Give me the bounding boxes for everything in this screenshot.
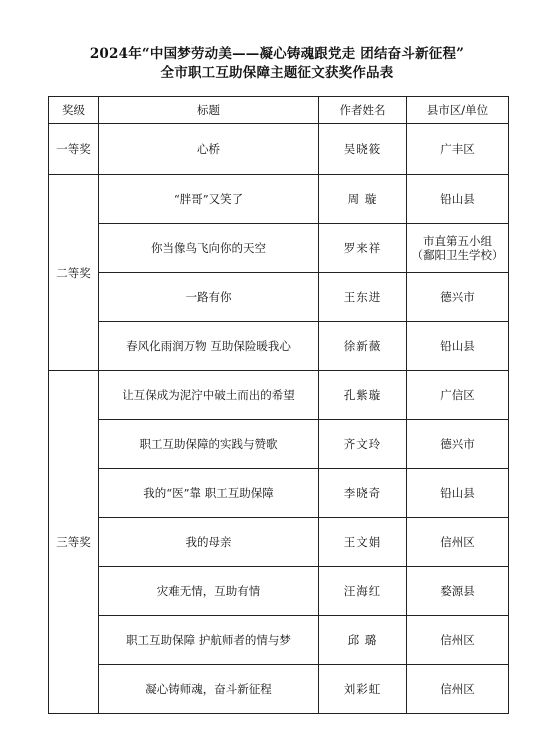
entry-unit: 广丰区 xyxy=(407,124,509,175)
entry-title: 职工互助保障 护航师者的情与梦 xyxy=(99,616,319,665)
entry-unit: 铅山县 xyxy=(407,322,509,371)
table-header-row xyxy=(49,97,509,124)
entry-unit: 铅山县 xyxy=(407,175,509,224)
entry-title: 我的母亲 xyxy=(99,518,319,567)
entry-unit xyxy=(407,224,509,273)
entry-title: 职工互助保障的实践与赞歌 xyxy=(99,420,319,469)
entry-author: 周 璇 xyxy=(319,175,407,224)
entry-author: 徐新薇 xyxy=(319,322,407,371)
entry-unit: 铅山县 xyxy=(407,469,509,518)
award-level-third: 三等奖 xyxy=(49,371,99,714)
header-author: 作者姓名 xyxy=(319,97,407,124)
entry-unit: 德兴市 xyxy=(407,273,509,322)
entry-author: 邱 璐 xyxy=(319,616,407,665)
entry-unit: 德兴市 xyxy=(407,420,509,469)
entry-title: 春风化雨润万物 互助保险暖我心 xyxy=(99,322,319,371)
entry-title: 凝心铸师魂，奋斗新征程 xyxy=(99,665,319,714)
entry-author: 汪海红 xyxy=(319,567,407,616)
entry-author: 齐文玲 xyxy=(319,420,407,469)
entry-unit-line1: 市直第五小组 xyxy=(423,234,492,248)
table-row xyxy=(49,175,509,224)
table-row xyxy=(49,665,509,714)
entry-unit-line2: （鄱阳卫生学校） xyxy=(411,248,504,262)
table-row xyxy=(49,616,509,665)
entry-title: 心桥 xyxy=(99,124,319,175)
entry-unit: 婺源县 xyxy=(407,567,509,616)
entry-author: 王文娟 xyxy=(319,518,407,567)
entry-title: 让互保成为泥泞中破土而出的希望 xyxy=(99,371,319,420)
table-row xyxy=(49,518,509,567)
entry-unit: 信州区 xyxy=(407,518,509,567)
award-level-second: 二等奖 xyxy=(49,175,99,371)
entry-title: “胖哥”又笑了 xyxy=(99,175,319,224)
entry-unit: 广信区 xyxy=(407,371,509,420)
entry-author: 孔紫璇 xyxy=(319,371,407,420)
table-row xyxy=(49,124,509,175)
table-row xyxy=(49,224,509,273)
award-level-first: 一等奖 xyxy=(49,124,99,175)
header-award: 奖级 xyxy=(49,97,99,124)
entry-author: 吴晓筱 xyxy=(319,124,407,175)
entry-unit: 信州区 xyxy=(407,665,509,714)
table-row xyxy=(49,420,509,469)
entry-author: 罗来祥 xyxy=(319,224,407,273)
table-row xyxy=(49,469,509,518)
table-row xyxy=(49,371,509,420)
entry-title: 一路有你 xyxy=(99,273,319,322)
entry-author: 刘彩虹 xyxy=(319,665,407,714)
entry-title: 灾难无情，互助有情 xyxy=(99,567,319,616)
entry-unit: 信州区 xyxy=(407,616,509,665)
table-row xyxy=(49,567,509,616)
header-title: 标题 xyxy=(99,97,319,124)
awards-table xyxy=(48,96,509,714)
entry-title: 你当像鸟飞向你的天空 xyxy=(99,224,319,273)
table-row xyxy=(49,273,509,322)
table-row xyxy=(49,322,509,371)
document-title-line1: 2024年“中国梦劳动美——凝心铸魂跟党走 团结奋斗新征程” xyxy=(89,46,465,62)
document-title-line2: 全市职工互助保障主题征文获奖作品表 xyxy=(160,65,394,81)
header-unit: 县市区/单位 xyxy=(407,97,509,124)
entry-title: 我的“医”靠 职工互助保障 xyxy=(99,469,319,518)
entry-author: 李晓奇 xyxy=(319,469,407,518)
entry-author: 王东进 xyxy=(319,273,407,322)
